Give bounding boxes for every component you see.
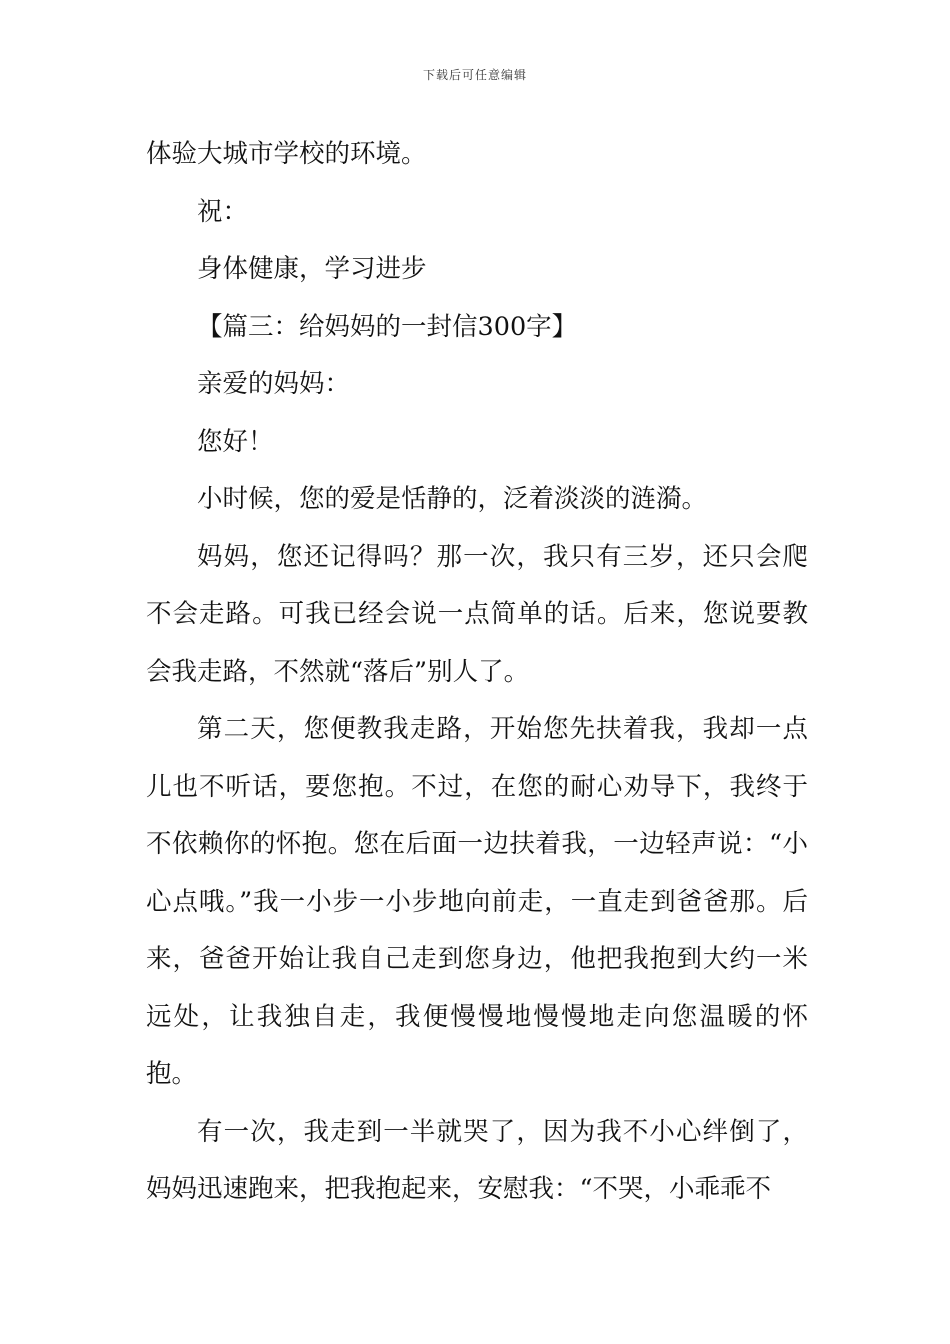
paragraph: 体验大城市学校的环境。 (146, 139, 427, 169)
paragraph: 小时候，您的爱是恬静的，泛着淡淡的涟漪。 (197, 484, 708, 514)
paragraph: 第二天，您便教我走路，开始您先扶着我，我却一点儿也不听话，要您抱。不过，在您的耐心劝导下，我终于不依赖你的怀抱。您在后面一边扶着我，一边轻声说：“小心点哦。”我一小步一小步地向前走，一直走到爸爸那。后来，爸爸开始让我自己走到您身边，他把我抱到大约一米远处，让我独自走，我便慢慢地慢慢地走向您温暖的怀抱。 (146, 714, 808, 1089)
salutation: 亲爱的妈妈： (197, 369, 351, 399)
paragraph: 妈妈，您还记得吗？那一次，我只有三岁，还只会爬不会走路。可我已经会说一点简单的话。后来，您说要教会我走路，不然就“落后”别人了。 (146, 541, 808, 687)
paragraph: 祝： (197, 196, 249, 227)
paragraph: 有一次，我走到一半就哭了，因为我不小心绊倒了，妈妈迅速跑来，把我抱起来，安慰我：“不哭，小乖乖不 (146, 1116, 808, 1204)
section-title: 【篇三：给妈妈的一封信300字】 (197, 311, 578, 342)
paragraph: 身体健康，学习进步 (197, 254, 427, 284)
document-body (146, 126, 808, 1219)
page-header: 下载后可任意编辑 (422, 68, 527, 82)
greeting: 您好！ (197, 426, 274, 457)
